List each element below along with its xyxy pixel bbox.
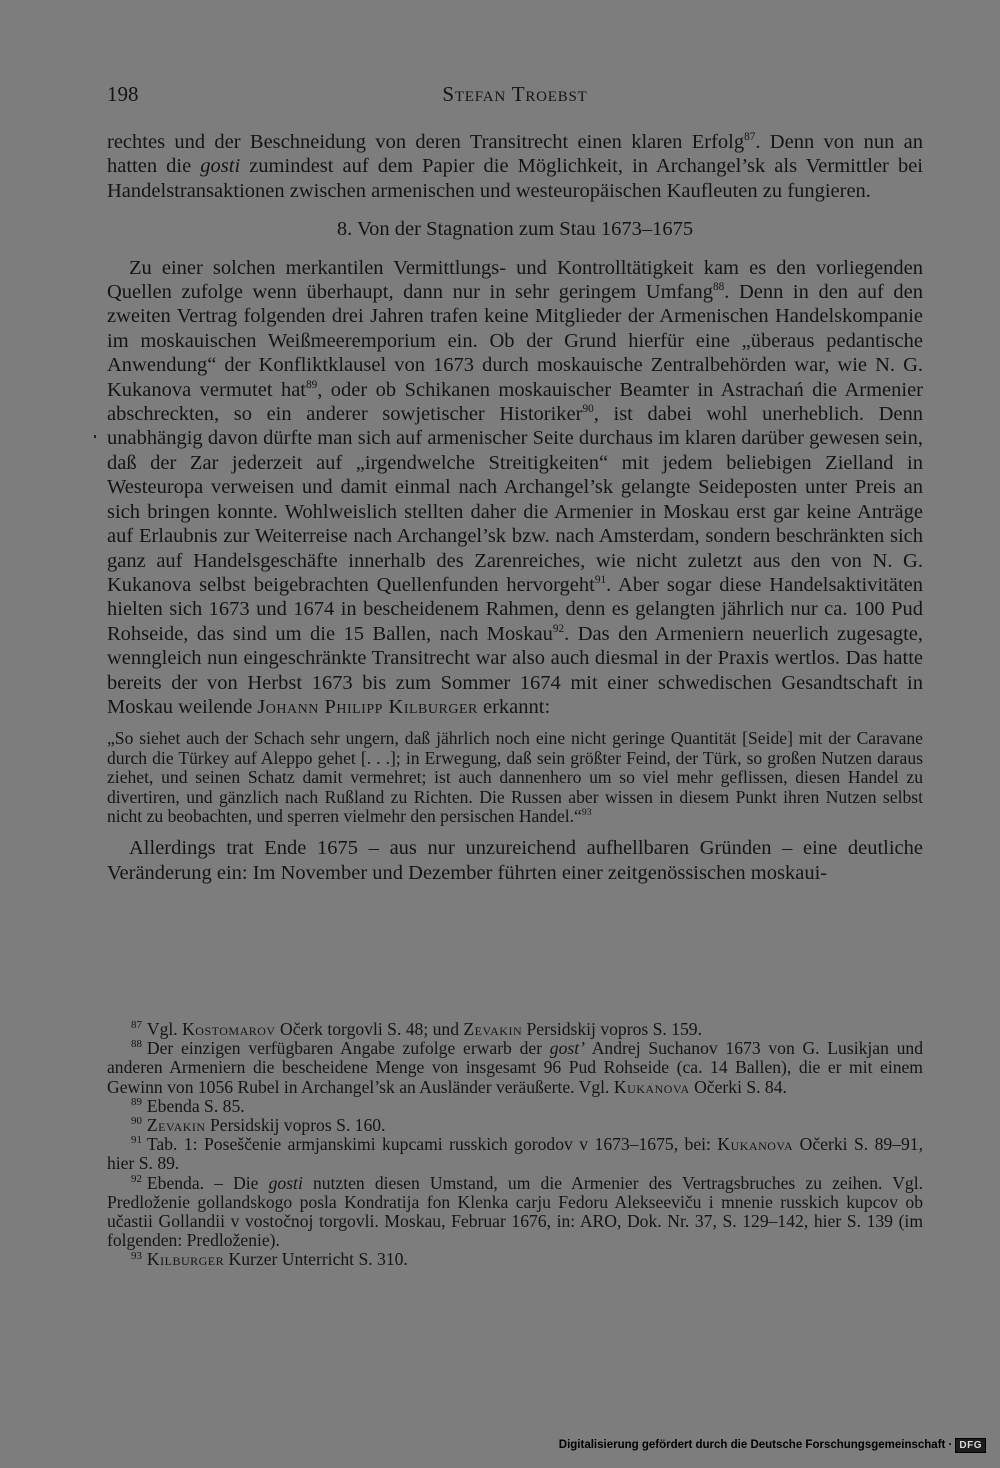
credit-text: Digitalisierung gefördert durch die Deutsche Forschungsgemeinschaft ·	[558, 1439, 953, 1451]
digitization-credit	[559, 1436, 986, 1454]
paragraph-1: rechtes und der Beschneidung von deren Transitrecht einen klaren Erfolg$^{87}$. Denn von nun an hatten die gosti zumindest auf dem Papier die Möglichkeit, in Archangel’sk als Vermittler bei Handelstransaktionen zwischen armenischen und westeuropäischen Kaufleuten zu fungieren.	[107, 131, 923, 202]
block-quote: „So siehet auch der Schach sehr ungern, daß jährlich noch eine nicht geringe Quantität [Seide] mit der Caravane durch die Türkey auf Aleppo gehet [. . .]; in Erwegung, daß sein größter Feind, der Türk, so großen Nutzen daraus ziehet, und seinen Schatz damit vermehret; ist auch dannenhero um so viel mehr geflissen, diesen Handel zu divertiren, und gänzlich nach Rußland zu Richten. Die Russen aber wissen in diesem Punkt ihren Nutzen selbst nicht zu beobachten, und sperren vielmehr den persischen Handel.“$^{93}$	[107, 728, 923, 826]
page-header	[107, 82, 923, 112]
footnote-ref-87: 87	[744, 131, 756, 144]
footnote-ref-88: 88	[712, 281, 725, 294]
italic-term: gosti	[200, 155, 241, 178]
author-name: Johann Philipp Kilburger	[257, 695, 478, 718]
scan-artifact-mark	[94, 435, 96, 438]
footnote-ref-93: 93	[581, 807, 592, 819]
footnote-ref-92: 92	[552, 622, 565, 635]
dfg-logo-icon: DFG	[955, 1438, 986, 1453]
footnote-87: $^{87}$ Vgl. Kostomarov Očerk torgovli S. 48; und Zevakin Persidskij vopros S. 159.	[131, 1019, 702, 1039]
footnote-88: $^{88}$ Der einzigen verfügbaren Angabe zufolge erwarb der gost’ Andrej Suchanov 1673 von G. Lusikjan und anderen Armeniern die bescheidene Menge von insgesamt 96 Pud Rohseide (ca. 14 Ballen), die er mit einem Gewinn von 1056 Rubel in Archangel’sk an Ausländer veräußerte. Vgl. Kukanova Očerki S. 84.	[107, 1038, 923, 1097]
main-text	[107, 130, 923, 885]
footnote-92: $^{92}$ Ebenda. – Die gosti nutzten diesen Umstand, um die Armenier des Vertragsbruches zu zeihen. Vgl. Predloženie gollandskogo posla Kondratija fon Klenka carju Fedoru Alekseeviču i mnenie russkich kupcov ob učastii Gollandii v vostočnoj torgovli. Moskau, Februar 1676, in: ARO, Dok. Nr. 37, S. 129–142, hier S. 139 (im folgenden: Predloženie).	[107, 1172, 923, 1251]
footnote-93: $^{93}$ Kilburger Kurzer Unterricht S. 310.	[131, 1249, 408, 1270]
footnote-ref-89: 89	[306, 378, 318, 391]
footnote-ref-90: 90	[582, 403, 594, 416]
footnotes	[107, 1020, 923, 1270]
section-heading: 8. Von der Stagnation zum Stau 1673–1675	[336, 218, 694, 241]
footnote-89: $^{89}$ Ebenda S. 85.	[131, 1095, 245, 1116]
running-head: Stefan Troebst	[442, 82, 588, 106]
paragraph-2: Zu einer solchen merkantilen Vermittlungs- und Kontrolltätigkeit kam es den vorliegenden Quellen zufolge wenn überhaupt, dann nur in sehr geringem Umfang$^{88}$. Denn in den auf den zweiten Vertrag folgenden drei Jahren trafen keine Mitglieder der Armenischen Handelskompanie im moskauischen Weißmeeremporium ein. Ob der Grund hierfür eine „überaus pedantische Anwendung“ der Konfliktklausel von 1673 durch moskauische Zentralbehörden war, wie N. G. Kukanova vermutet hat$^{89}$, oder ob Schikanen moskauischer Beamter in Astrachań die Armenier abschreckten, so ein anderer sowjetischer Historiker$^{90}$, ist dabei wohl unerheblich. Denn unabhängig davon dürfte man sich auf armenischer Seite durchaus im klaren darüber gewesen sein, daß der Zar jederzeit auf „irgendwelche Streitigkeiten“ mit jedem beliebigen Zielland in Westeuropa verweisen und damit einmal nach Archangel’sk gelangte Seideposten unter Preis an sich bringen konnte. Wohlweislich stellten daher die Armenier in Moskau erst gar keine Anträge auf Erlaubnis zur Weiterreise nach Archangel’sk bzw. nach Amsterdam, sondern beschränkten sich ganz auf Handelsgeschäfte innerhalb des Zarenreiches, wie nicht zuletzt aus den von N. G. Kukanova selbst beigebrachten Quellenfunden hervorgeht$^{91}$. Aber sogar diese Handelsaktivitäten hielten sich 1673 und 1674 in bescheidenem Rahmen, denn es gelangten jährlich nur ca. 100 Pud Rohseide, das sind um die 15 Ballen, nach Moskau$^{92}$. Das den Armeniern neuerlich zugesagte, wenngleich nun eingeschränkte Transitrecht war also auch diesmal in der Praxis wertlos. Das hatte bereits der von Herbst 1673 bis zum Sommer 1674 mit einer schwedischen Gesandtschaft in Moskau weilende Johann Philipp Kilburger erkannt:	[107, 256, 924, 718]
page-number: 198	[107, 82, 139, 106]
paragraph-3: Allerdings trat Ende 1675 – aus nur unzureichend aufhellbaren Gründen – eine deutliche Veränderung ein: Im November und Dezember führten einer zeitgenössischen moskaui-	[107, 837, 923, 884]
footnote-91: $^{91}$ Tab. 1: Poseščenie armjanskimi kupcami russkich gorodov v 1673–1675, bei: Kukanova Očerki S. 89–91, hier S. 89.	[107, 1134, 923, 1174]
footnote-90: $^{90}$ Zevakin Persidskij vopros S. 160.	[131, 1115, 386, 1136]
footnote-ref-91: 91	[594, 574, 607, 587]
